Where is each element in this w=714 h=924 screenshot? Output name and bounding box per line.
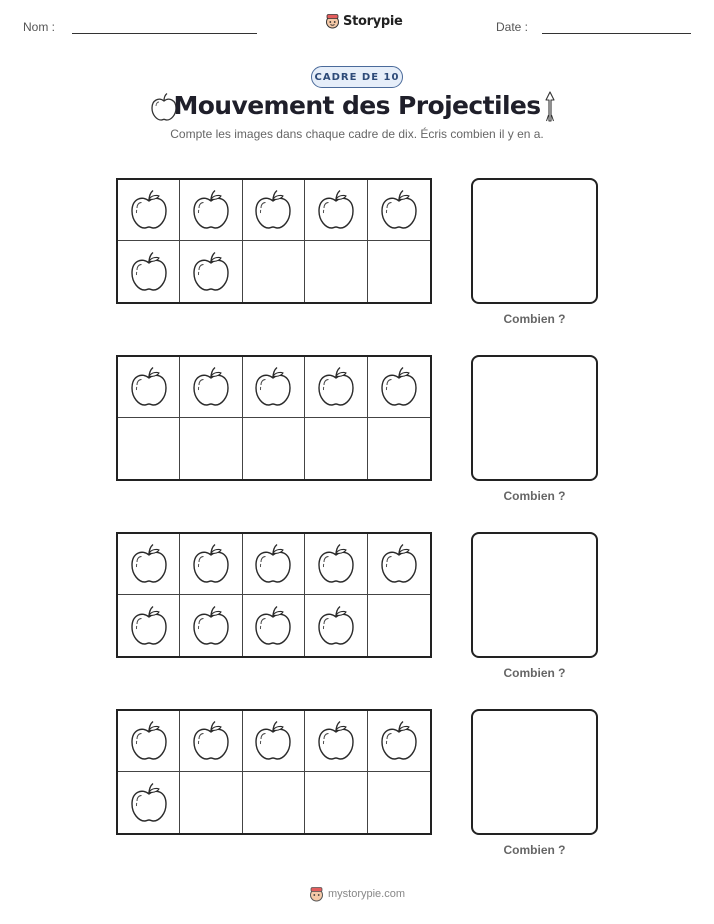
category-badge: CADRE DE 10 bbox=[311, 66, 403, 88]
answer-box[interactable] bbox=[471, 709, 598, 835]
date-line[interactable] bbox=[542, 33, 691, 34]
mascot-icon bbox=[309, 886, 324, 902]
frame-cell bbox=[368, 772, 430, 833]
apple-icon bbox=[191, 189, 231, 231]
frame-cell bbox=[243, 357, 305, 418]
apple-icon bbox=[253, 720, 293, 762]
frame-cell bbox=[368, 711, 430, 772]
apple-icon bbox=[316, 720, 356, 762]
page-title: Mouvement des Projectiles bbox=[173, 91, 541, 120]
frame-cell bbox=[118, 418, 180, 479]
footer-url: mystorypie.com bbox=[327, 888, 406, 900]
mascot-icon bbox=[325, 13, 340, 29]
frame-cell bbox=[368, 595, 430, 656]
frame-cell bbox=[305, 241, 367, 302]
answer-label: Combien ? bbox=[503, 666, 566, 680]
frame-cell bbox=[243, 711, 305, 772]
frame-cell bbox=[305, 772, 367, 833]
answer-box[interactable] bbox=[471, 532, 598, 658]
frame-cell bbox=[180, 241, 242, 302]
frame-cell bbox=[305, 357, 367, 418]
frame-cell bbox=[305, 595, 367, 656]
apple-icon bbox=[129, 543, 169, 585]
brand-logo bbox=[325, 13, 403, 29]
frame-cell bbox=[180, 180, 242, 241]
frame-cell bbox=[180, 711, 242, 772]
frame-cell bbox=[180, 357, 242, 418]
apple-icon bbox=[129, 189, 169, 231]
answer-box[interactable] bbox=[471, 355, 598, 481]
frame-cell bbox=[305, 180, 367, 241]
answer-label: Combien ? bbox=[503, 489, 566, 503]
frame-cell bbox=[118, 180, 180, 241]
apple-icon bbox=[379, 366, 419, 408]
date-label: Date : bbox=[496, 20, 529, 34]
apple-icon bbox=[129, 782, 169, 824]
frame-cell bbox=[118, 241, 180, 302]
frame-cell bbox=[180, 534, 242, 595]
frame-cell bbox=[305, 534, 367, 595]
frame-cell bbox=[243, 534, 305, 595]
ten-frame bbox=[116, 178, 432, 304]
frame-cell bbox=[180, 418, 242, 479]
frame-cell bbox=[243, 241, 305, 302]
apple-icon bbox=[191, 543, 231, 585]
answer-label: Combien ? bbox=[503, 312, 566, 326]
ten-frame bbox=[116, 709, 432, 835]
apple-icon bbox=[253, 543, 293, 585]
apple-icon bbox=[129, 366, 169, 408]
frame-cell bbox=[118, 711, 180, 772]
apple-icon bbox=[253, 189, 293, 231]
frame-cell bbox=[243, 772, 305, 833]
frame-cell bbox=[243, 180, 305, 241]
apple-icon bbox=[316, 605, 356, 647]
frame-cell bbox=[305, 418, 367, 479]
apple-icon bbox=[129, 605, 169, 647]
answer-label: Combien ? bbox=[503, 843, 566, 857]
frame-cell bbox=[243, 595, 305, 656]
ten-frame bbox=[116, 355, 432, 481]
apple-icon bbox=[379, 543, 419, 585]
frame-cell bbox=[368, 357, 430, 418]
apple-icon bbox=[253, 605, 293, 647]
frame-cell bbox=[368, 534, 430, 595]
footer bbox=[0, 886, 714, 902]
frame-cell bbox=[243, 418, 305, 479]
frame-cell bbox=[118, 595, 180, 656]
apple-icon bbox=[191, 605, 231, 647]
apple-icon bbox=[253, 366, 293, 408]
apple-icon bbox=[191, 251, 231, 293]
apple-icon bbox=[191, 366, 231, 408]
frame-cell bbox=[305, 711, 367, 772]
frame-cell bbox=[118, 357, 180, 418]
apple-icon bbox=[379, 720, 419, 762]
frame-cell bbox=[118, 534, 180, 595]
apple-icon bbox=[316, 189, 356, 231]
frame-cell bbox=[368, 180, 430, 241]
apple-icon bbox=[129, 251, 169, 293]
frame-cell bbox=[118, 772, 180, 833]
apple-icon bbox=[191, 720, 231, 762]
name-label: Nom : bbox=[23, 20, 56, 34]
apple-icon bbox=[316, 366, 356, 408]
apple-icon bbox=[316, 543, 356, 585]
frame-cell bbox=[180, 772, 242, 833]
brand-name: Storypie bbox=[343, 13, 403, 29]
frame-cell bbox=[180, 595, 242, 656]
instructions: Compte les images dans chaque cadre de dix. Écris combien il y en a. bbox=[170, 127, 544, 141]
frame-cell bbox=[368, 418, 430, 479]
apple-icon bbox=[129, 720, 169, 762]
ten-frame bbox=[116, 532, 432, 658]
arrow-icon bbox=[543, 91, 557, 123]
name-line[interactable] bbox=[72, 33, 257, 34]
apple-icon bbox=[379, 189, 419, 231]
answer-box[interactable] bbox=[471, 178, 598, 304]
frame-cell bbox=[368, 241, 430, 302]
